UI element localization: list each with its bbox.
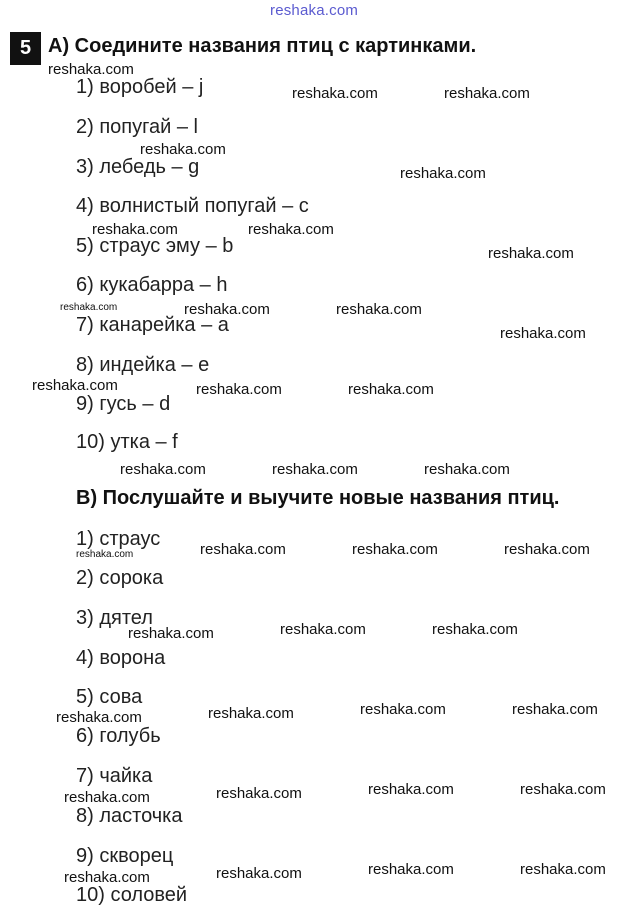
- watermark: reshaka.com: [280, 621, 366, 638]
- watermark: reshaka.com: [272, 461, 358, 478]
- part-b-item: 2) сорока: [76, 567, 164, 589]
- watermark: reshaka.com: [360, 701, 446, 718]
- watermark: reshaka.com: [444, 85, 530, 102]
- part-a-item: 4) волнистый попугай – c: [76, 195, 309, 217]
- part-a-item: 2) попугай – l: [76, 116, 198, 138]
- part-a-item: 10) утка – f: [76, 431, 178, 453]
- part-b-item: 1) страус: [76, 528, 161, 550]
- watermark: reshaka.com: [140, 141, 226, 158]
- part-b-item: 3) дятел: [76, 607, 153, 629]
- part-a-item: 8) индейка – e: [76, 354, 210, 376]
- watermark: reshaka.com: [400, 165, 486, 182]
- part-a-item: 3) лебедь – g: [76, 156, 200, 178]
- part-b-item: 9) скворец: [76, 845, 174, 867]
- watermark: reshaka.com: [488, 245, 574, 262]
- part-a-item: 9) гусь – d: [76, 393, 171, 415]
- watermark: reshaka.com: [196, 381, 282, 398]
- watermark: reshaka.com: [184, 301, 270, 318]
- part-b-item: 4) ворона: [76, 647, 166, 669]
- watermark: reshaka.com: [512, 701, 598, 718]
- part-b-item: 5) сова: [76, 686, 143, 708]
- watermark: reshaka.com: [348, 381, 434, 398]
- watermark: reshaka.com: [48, 61, 134, 78]
- part-a-item: 1) воробей – j: [76, 76, 204, 98]
- watermark: reshaka.com: [292, 85, 378, 102]
- watermark: reshaka.com: [520, 781, 606, 798]
- watermark: reshaka.com: [500, 325, 586, 342]
- watermark: reshaka.com: [368, 861, 454, 878]
- watermark: reshaka.com: [216, 865, 302, 882]
- watermark: reshaka.com: [352, 541, 438, 558]
- part-b-item: 7) чайка: [76, 765, 153, 787]
- watermark: reshaka.com: [60, 302, 118, 313]
- watermark: reshaka.com: [32, 377, 118, 394]
- watermark: reshaka.com: [424, 461, 510, 478]
- watermark: reshaka.com: [200, 541, 286, 558]
- watermark: reshaka.com: [248, 221, 334, 238]
- part-a-item: 7) канарейка – a: [76, 314, 229, 336]
- watermark: reshaka.com: [64, 869, 150, 886]
- part-a-item: 5) страус эму – b: [76, 235, 234, 257]
- watermark: reshaka.com: [368, 781, 454, 798]
- watermark: reshaka.com: [76, 549, 134, 560]
- watermark: reshaka.com: [504, 541, 590, 558]
- watermark: reshaka.com: [92, 221, 178, 238]
- watermark: reshaka.com: [520, 861, 606, 878]
- part-b-item: 10) соловей: [76, 884, 188, 906]
- site-header-watermark: reshaka.com: [270, 2, 359, 19]
- watermark: reshaka.com: [64, 789, 150, 806]
- part-a-heading: A) Соедините названия птиц с картинками.: [48, 35, 477, 57]
- watermark: reshaka.com: [120, 461, 206, 478]
- part-a-item: 6) кукабарра – h: [76, 274, 228, 296]
- part-b-heading: B) Послушайте и выучите новые названия птиц.: [76, 487, 560, 509]
- watermark: reshaka.com: [432, 621, 518, 638]
- part-b-item: 8) ласточка: [76, 805, 183, 827]
- exercise-number-badge: 5: [10, 32, 41, 65]
- watermark: reshaka.com: [56, 709, 142, 726]
- watermark: reshaka.com: [208, 705, 294, 722]
- watermark: reshaka.com: [336, 301, 422, 318]
- watermark: reshaka.com: [216, 785, 302, 802]
- watermark: reshaka.com: [128, 625, 214, 642]
- part-b-item: 6) голубь: [76, 725, 161, 747]
